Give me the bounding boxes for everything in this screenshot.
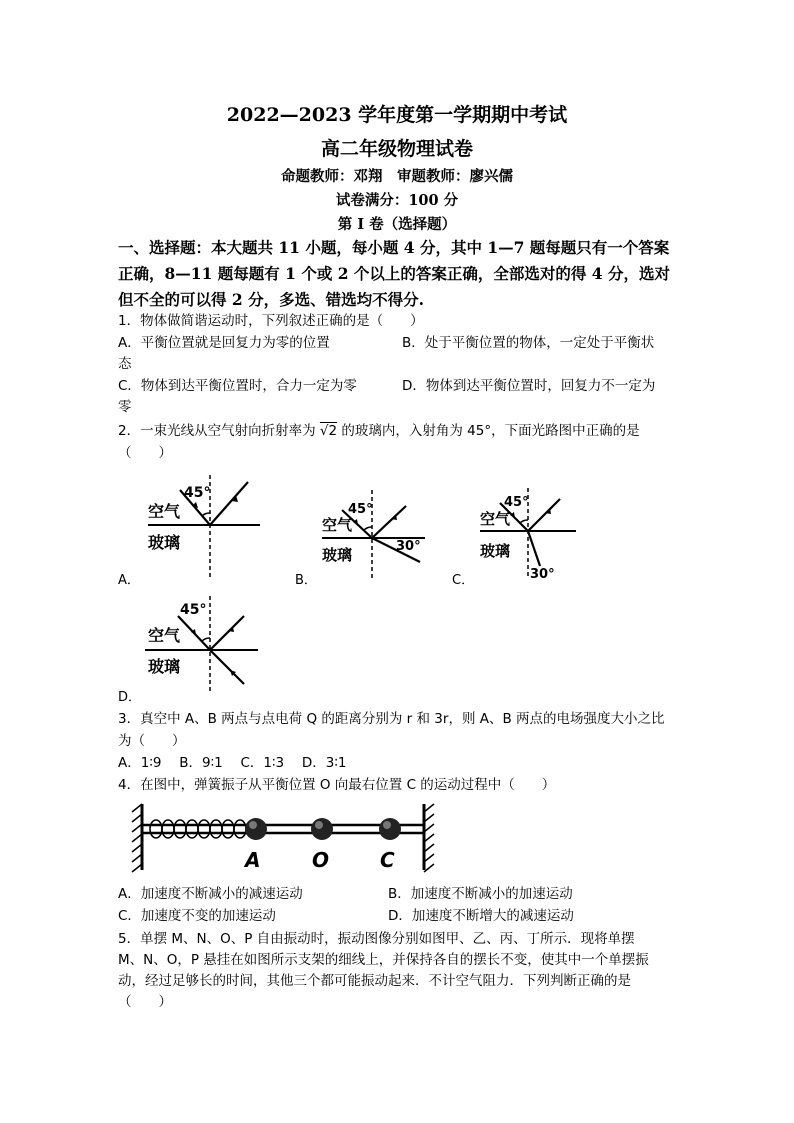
glass-label: 玻璃	[322, 546, 353, 564]
question-5-line-1: 5．单摆 M、N、O、P 自由振动时，振动图像分别如图甲、乙、丙、丁所示．现将单摆	[118, 931, 635, 947]
ball-o	[311, 818, 333, 840]
question-4-option-c: C．加速度不变的加速运动	[118, 908, 276, 924]
air-label: 空气	[148, 502, 181, 521]
question-1-option-d-cont: 零	[118, 399, 132, 415]
diagram-a-label: A．	[118, 573, 140, 588]
question-1-option-b: B．处于平衡位置的物体，一定处于平衡状	[402, 335, 655, 351]
section-line-3: 但不全的可以得 2 分，多选、错选均不得分.	[118, 290, 424, 309]
glass-label: 玻璃	[480, 542, 511, 560]
exam-subtitle: 高二年级物理试卷	[320, 138, 473, 160]
question-3-stem: 3．真空中 A、B 两点与点电荷 Q 的距离分别为 r 和 3r，则 A、B 两点的电场强度大小之比	[118, 711, 665, 727]
question-2-blank: （ ）	[118, 445, 172, 461]
full-score-line: 试卷满分：100 分	[335, 192, 459, 209]
diagram-d-label: D．	[118, 690, 142, 705]
question-1-stem: 1．物体做简谐运动时，下列叙述正确的是（ ）	[118, 313, 424, 329]
question-4-option-b: B．加速度不断减小的加速运动	[388, 886, 573, 902]
question-4-option-a: A．加速度不断减小的减速运动	[118, 886, 303, 902]
diagram-a	[140, 470, 270, 580]
section-instructions	[118, 235, 678, 313]
question-5-stem	[118, 929, 698, 1013]
angle-30-label: 30°	[396, 539, 421, 554]
diagram-d	[140, 594, 260, 696]
sqrt-symbol: √2	[319, 423, 338, 439]
question-4-stem: 4．在图中，弹簧振子从平衡位置 O 向最右位置 C 的运动过程中（ ）	[118, 777, 556, 793]
spring-oscillator-diagram	[128, 800, 438, 876]
angle-45-label: 45°	[504, 495, 529, 510]
teachers-line: 命题教师：邓翔 审题教师：廖兴儒	[281, 168, 513, 185]
question-3-stem-cont: 为（ ）	[118, 733, 186, 749]
question-2-stem-pre: 2．一束光线从空气射向折射率为	[118, 423, 316, 439]
air-label: 空气	[480, 510, 511, 528]
section-line-2: 正确，8—11 题每题有 1 个或 2 个以上的答案正确，全部选对的得 4 分，选对	[118, 264, 670, 283]
point-a-label: A	[245, 848, 261, 872]
question-5-blank: （ ）	[118, 994, 172, 1010]
question-5-line-3: 动，经过足够长的时间，其他三个都可能振动起来．不计空气阻力．下列判断正确的是	[118, 973, 631, 989]
ball-c	[379, 818, 401, 840]
question-5-line-2: M、N、O，P 悬挂在如图所示支架的细线上，并保持各自的摆长不变，使其中一个单摆振	[118, 952, 649, 968]
question-1-option-c: C．物体到达平衡位置时，合力一定为零	[118, 378, 357, 394]
question-4-option-d: D．加速度不断增大的减速运动	[388, 908, 574, 924]
question-2-stem	[118, 421, 698, 442]
angle-45-label: 45°	[184, 485, 211, 501]
question-1-option-b-cont: 态	[118, 356, 132, 372]
part-heading: 第 I 卷（选择题）	[337, 216, 457, 233]
diagram-b	[320, 488, 430, 580]
diagram-b-label: B．	[295, 573, 317, 588]
diagram-c-label: C．	[452, 573, 475, 588]
glass-label: 玻璃	[148, 533, 181, 552]
angle-45-label: 45°	[348, 502, 373, 517]
exam-title: 2022—2023 学年度第一学期期中考试	[226, 104, 568, 126]
air-label: 空气	[322, 516, 353, 534]
question-3-options: A．1∶9 B．9∶1 C．1∶3 D．3∶1	[118, 755, 347, 771]
diagram-c	[478, 486, 578, 581]
question-2-stem-post: 的玻璃内，入射角为 45°，下面光路图中正确的是	[341, 423, 640, 439]
air-label: 空气	[148, 626, 181, 645]
glass-label: 玻璃	[148, 657, 181, 676]
point-o-label: O	[312, 848, 330, 872]
point-c-label: C	[380, 848, 395, 872]
question-1-option-d: D．物体到达平衡位置时，回复力不一定为	[402, 378, 656, 394]
question-1-option-a: A．平衡位置就是回复力为零的位置	[118, 335, 330, 351]
ball-a	[245, 818, 267, 840]
section-line-1: 一、选择题：本大题共 11 小题，每小题 4 分，其中 1—7 题每题只有一个答案	[118, 238, 670, 257]
angle-30-label: 30°	[530, 567, 555, 581]
angle-45-label: 45°	[180, 602, 207, 618]
